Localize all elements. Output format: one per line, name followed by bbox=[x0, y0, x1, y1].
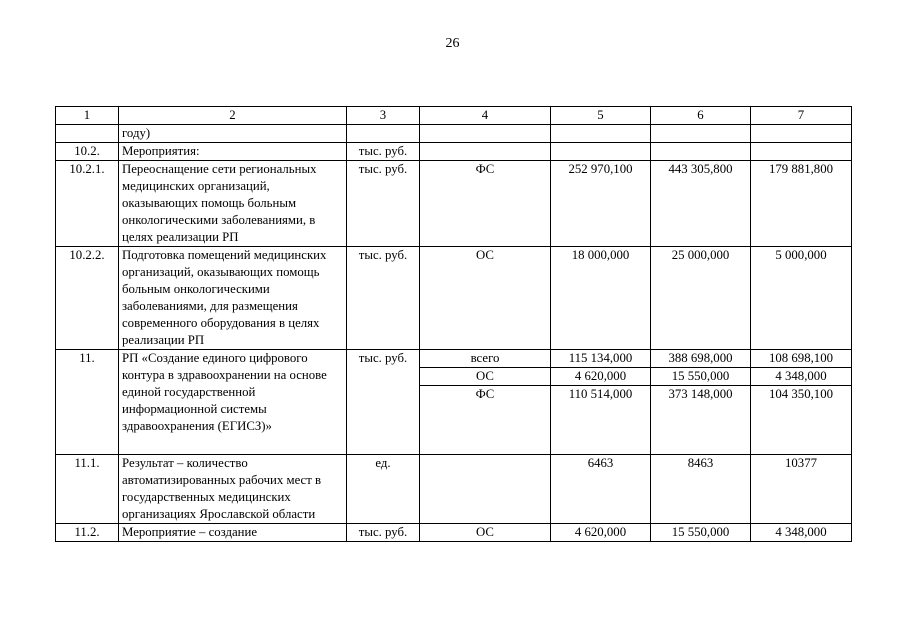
row-id bbox=[56, 125, 119, 143]
row-value-7 bbox=[751, 143, 852, 161]
row-value-7: 108 698,100 bbox=[751, 350, 852, 368]
row-value-6 bbox=[651, 125, 751, 143]
row-value-5: 115 134,000 bbox=[551, 350, 651, 368]
row-name: году) bbox=[119, 125, 347, 143]
row-source: ОС bbox=[420, 524, 551, 542]
row-value-7: 10377 bbox=[751, 455, 852, 524]
row-unit: тыс. руб. bbox=[347, 143, 420, 161]
row-source: всего bbox=[420, 350, 551, 368]
row-value-6: 8463 bbox=[651, 455, 751, 524]
row-value-6: 388 698,000 bbox=[651, 350, 751, 368]
row-source: ФС bbox=[420, 161, 551, 247]
row-unit bbox=[347, 125, 420, 143]
row-value-5: 110 514,000 bbox=[551, 386, 651, 455]
table-row bbox=[56, 247, 852, 350]
row-id: 11.2. bbox=[56, 524, 119, 542]
row-value-7: 104 350,100 bbox=[751, 386, 852, 455]
header-cell: 6 bbox=[651, 107, 751, 125]
row-value-7: 5 000,000 bbox=[751, 247, 852, 350]
row-name: Переоснащение сети региональных медицинских организаций, оказывающих помощь больным онкологическими заболеваниями, в целях реализации РП bbox=[119, 161, 347, 247]
table-row bbox=[56, 350, 852, 368]
header-cell: 7 bbox=[751, 107, 852, 125]
row-value-6: 25 000,000 bbox=[651, 247, 751, 350]
row-value-7: 4 348,000 bbox=[751, 368, 852, 386]
row-name: РП «Создание единого цифрового контура в здравоохранении на основе единой государственной информационной системы здравоохранения (ЕГИСЗ)» bbox=[119, 350, 347, 455]
row-value-7: 4 348,000 bbox=[751, 524, 852, 542]
header-cell: 4 bbox=[420, 107, 551, 125]
row-source bbox=[420, 125, 551, 143]
row-id: 10.2.1. bbox=[56, 161, 119, 247]
row-unit: тыс. руб. bbox=[347, 350, 420, 455]
table-row bbox=[56, 143, 852, 161]
table-row bbox=[56, 524, 852, 542]
row-value-5: 18 000,000 bbox=[551, 247, 651, 350]
row-value-5 bbox=[551, 125, 651, 143]
row-name: Мероприятия: bbox=[119, 143, 347, 161]
row-value-7: 179 881,800 bbox=[751, 161, 852, 247]
row-value-7 bbox=[751, 125, 852, 143]
row-value-5: 6463 bbox=[551, 455, 651, 524]
budget-table bbox=[55, 106, 852, 542]
row-value-6: 443 305,800 bbox=[651, 161, 751, 247]
row-source: ОС bbox=[420, 247, 551, 350]
row-unit: тыс. руб. bbox=[347, 247, 420, 350]
row-value-6: 15 550,000 bbox=[651, 368, 751, 386]
row-unit: тыс. руб. bbox=[347, 524, 420, 542]
table-row bbox=[56, 161, 852, 247]
header-cell: 1 bbox=[56, 107, 119, 125]
row-value-6: 15 550,000 bbox=[651, 524, 751, 542]
row-value-5: 4 620,000 bbox=[551, 368, 651, 386]
header-cell: 3 bbox=[347, 107, 420, 125]
header-cell: 2 bbox=[119, 107, 347, 125]
row-value-6: 373 148,000 bbox=[651, 386, 751, 455]
table-row bbox=[56, 125, 852, 143]
row-name: Мероприятие – создание bbox=[119, 524, 347, 542]
row-value-5: 4 620,000 bbox=[551, 524, 651, 542]
header-row bbox=[56, 107, 852, 125]
row-id: 10.2. bbox=[56, 143, 119, 161]
row-id: 11.1. bbox=[56, 455, 119, 524]
header-cell: 5 bbox=[551, 107, 651, 125]
row-id: 10.2.2. bbox=[56, 247, 119, 350]
row-source bbox=[420, 143, 551, 161]
row-unit: ед. bbox=[347, 455, 420, 524]
row-name: Подготовка помещений медицинских организаций, оказывающих помощь больным онкологическими заболеваниями, для размещения современного оборудования в целях реализации РП bbox=[119, 247, 347, 350]
page-number: 26 bbox=[445, 36, 460, 51]
row-id: 11. bbox=[56, 350, 119, 455]
row-unit: тыс. руб. bbox=[347, 161, 420, 247]
row-source: ФС bbox=[420, 386, 551, 455]
row-source: ОС bbox=[420, 368, 551, 386]
row-value-6 bbox=[651, 143, 751, 161]
row-source bbox=[420, 455, 551, 524]
table-row bbox=[56, 455, 852, 524]
row-value-5 bbox=[551, 143, 651, 161]
row-name: Результат – количество автоматизированных рабочих мест в государственных медицинских организациях Ярославской области bbox=[119, 455, 347, 524]
row-value-5: 252 970,100 bbox=[551, 161, 651, 247]
